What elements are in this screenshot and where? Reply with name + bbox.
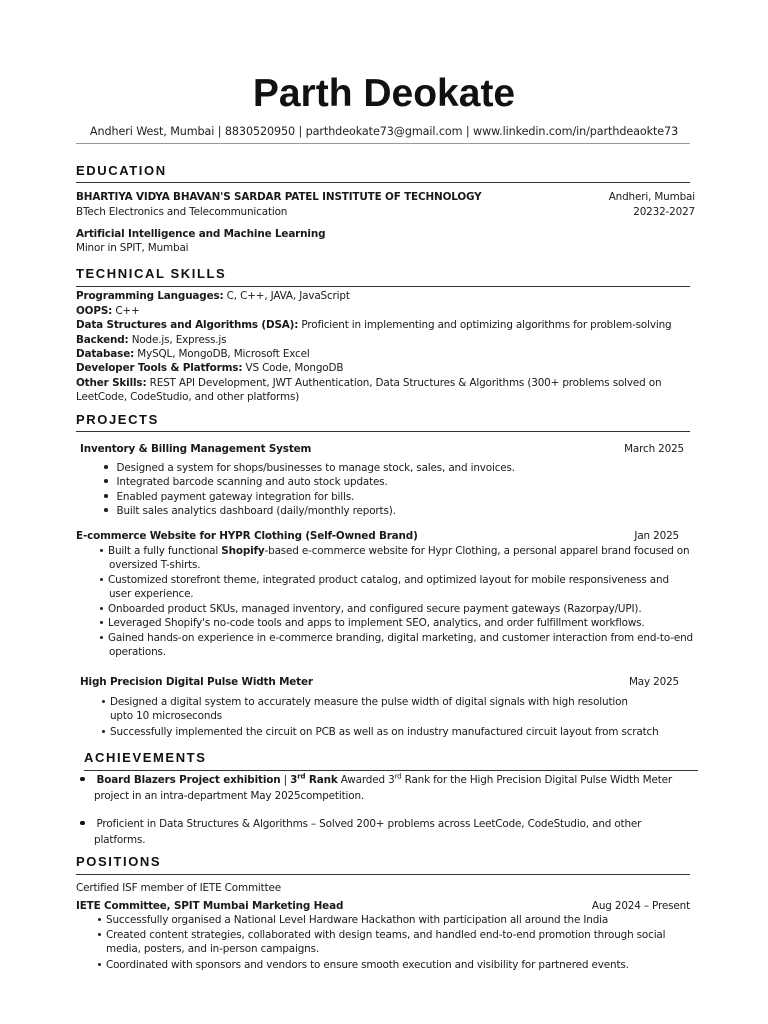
bullet-icon xyxy=(104,494,108,498)
skill-row xyxy=(76,362,343,374)
skill-label: Data Structures and Algorithms (DSA): xyxy=(76,319,299,331)
header-divider xyxy=(76,143,690,144)
skill-value: Proficient in implementing and optimizing algorithms for problem-solving xyxy=(298,319,672,331)
skill-row xyxy=(76,377,661,389)
project-bullet: Built sales analytics dashboard (daily/monthly reports). xyxy=(104,505,396,517)
project-bullet: Built a fully functional Shopify-based e-commerce website for Hypr Clothing, a personal apparel brand focused on xyxy=(100,545,689,557)
achievement-item: Proficient in Data Structures & Algorithms – Solved 200+ problems across LeetCode, CodeStudio, and other xyxy=(80,818,641,830)
education-divider xyxy=(76,182,690,183)
bullet-icon xyxy=(80,777,85,782)
project-bullet: Gained hands-on experience in e-commerce branding, digital marketing, and customer interaction from end-to-end xyxy=(100,632,693,644)
achievement-continuation: platforms. xyxy=(94,834,146,846)
project-bullet: Customized storefront theme, integrated product catalog, and optimized layout for mobile responsiveness and xyxy=(100,574,669,586)
bullet-icon xyxy=(102,700,105,703)
minor-title: Artificial Intelligence and Machine Learning xyxy=(76,228,326,240)
project-bullet: Onboarded product SKUs, managed inventory, and configured secure payment gateways (Razorpay/UPI). xyxy=(100,603,641,615)
institution-name: BHARTIYA VIDYA BHAVAN'S SARDAR PATEL INSTITUTE OF TECHNOLOGY xyxy=(76,191,482,203)
skill-row-continuation: LeetCode, CodeStudio, and other platforms) xyxy=(76,391,300,403)
achievement-item: Board Blazers Project exhibition | 3rd Rank Awarded 3rd Rank for the High Precision Digital Pulse Width Meter xyxy=(80,774,672,786)
project-title: E-commerce Website for HYPR Clothing (Self-Owned Brand) xyxy=(76,530,418,542)
skills-heading: TECHNICAL SKILLS xyxy=(76,266,227,281)
degree: BTech Electronics and Telecommunication xyxy=(76,206,288,218)
education-heading: EDUCATION xyxy=(76,163,167,178)
bullet-icon xyxy=(100,621,103,624)
project-date: March 2025 xyxy=(624,443,684,455)
bullet-icon xyxy=(104,508,108,512)
position-bullet: Coordinated with sponsors and vendors to ensure smooth execution and visibility for partnered events. xyxy=(98,959,629,971)
skill-value: C, C++, JAVA, JavaScript xyxy=(223,290,350,302)
project-date: Jan 2025 xyxy=(634,530,679,542)
project-bullet: Designed a system for shops/businesses to manage stock, sales, and invoices. xyxy=(104,462,515,474)
bullet-icon xyxy=(100,549,103,552)
position-bullet: Created content strategies, collaborated with design teams, and handled end-to-end promotion through social xyxy=(98,929,665,941)
skill-row xyxy=(76,290,350,302)
project-bullet-continuation: operations. xyxy=(109,646,166,658)
project-bullet: Leveraged Shopify's no-code tools and apps to implement SEO, analytics, and order fulfillment workflows. xyxy=(100,617,645,629)
position-bullet-continuation: media, posters, and in-person campaigns. xyxy=(106,943,320,955)
minor-detail: Minor in SPIT, Mumbai xyxy=(76,242,189,254)
achievements-divider xyxy=(84,770,698,771)
projects-heading: PROJECTS xyxy=(76,412,159,427)
bullet-icon xyxy=(80,821,85,826)
institution-location: Andheri, Mumbai xyxy=(608,191,695,203)
skill-label: Developer Tools & Platforms: xyxy=(76,362,243,374)
achievement-continuation: project in an intra-department May 2025competition. xyxy=(94,790,365,802)
project-date: May 2025 xyxy=(628,676,679,688)
contact-line: Andheri West, Mumbai | 8830520950 | parthdeokate73@gmail.com | www.linkedin.com/in/parthdeaokte73 xyxy=(89,125,679,138)
project-bullet: Integrated barcode scanning and auto stock updates. xyxy=(104,476,388,488)
project-bullet: Designed a digital system to accurately measure the pulse width of digital signals with high resolution xyxy=(102,696,628,708)
project-bullet-continuation: user experience. xyxy=(109,588,194,600)
bullet-icon xyxy=(102,730,105,733)
project-bullet: Successfully implemented the circuit on PCB as well as on industry manufactured circuit layout from scratch xyxy=(102,726,659,738)
positions-divider xyxy=(76,874,690,875)
position-title: IETE Committee, SPIT Mumbai Marketing Head xyxy=(76,900,344,912)
project-bullet: Enabled payment gateway integration for bills. xyxy=(104,491,354,503)
projects-divider xyxy=(76,431,690,432)
skill-row xyxy=(76,305,140,317)
bullet-icon xyxy=(98,963,101,966)
skill-value: REST API Development, JWT Authentication, Data Structures & Algorithms (300+ problems solved on xyxy=(146,377,662,389)
position-dates: Aug 2024 – Present xyxy=(591,900,690,912)
bullet-icon xyxy=(104,479,108,483)
skill-row xyxy=(76,319,672,331)
achievements-heading: ACHIEVEMENTS xyxy=(84,750,207,765)
skill-value: VS Code, MongoDB xyxy=(242,362,344,374)
bullet-icon xyxy=(100,607,103,610)
project-title: Inventory & Billing Management System xyxy=(80,443,312,455)
position-bullet: Successfully organised a National Level Hardware Hackathon with participation all around the India xyxy=(98,914,608,926)
bullet-icon xyxy=(104,465,108,469)
skill-row xyxy=(76,334,226,346)
candidate-name: Parth Deokate xyxy=(252,72,516,115)
bullet-icon xyxy=(100,578,103,581)
skill-value: Node.js, Express.js xyxy=(128,334,227,346)
bullet-icon xyxy=(98,933,101,936)
skill-label: Database: xyxy=(76,348,135,360)
skill-label: OOPS: xyxy=(76,305,113,317)
project-bullet-continuation: upto 10 microseconds xyxy=(110,710,223,722)
bullet-icon xyxy=(100,636,103,639)
degree-years: 20232-2027 xyxy=(633,206,695,218)
bullet-icon xyxy=(98,918,101,921)
skill-row xyxy=(76,348,310,360)
skill-label: Other Skills: xyxy=(76,377,147,389)
skill-value: MySQL, MongoDB, Microsoft Excel xyxy=(134,348,310,360)
project-title: High Precision Digital Pulse Width Meter xyxy=(80,676,313,688)
project-bullet-continuation: oversized T-shirts. xyxy=(109,559,201,571)
positions-heading: POSITIONS xyxy=(76,854,162,869)
skills-divider xyxy=(76,286,690,287)
skill-label: Backend: xyxy=(76,334,129,346)
certification: Certified ISF member of IETE Committee xyxy=(76,882,281,894)
skill-value: C++ xyxy=(112,305,140,317)
skill-label: Programming Languages: xyxy=(76,290,224,302)
